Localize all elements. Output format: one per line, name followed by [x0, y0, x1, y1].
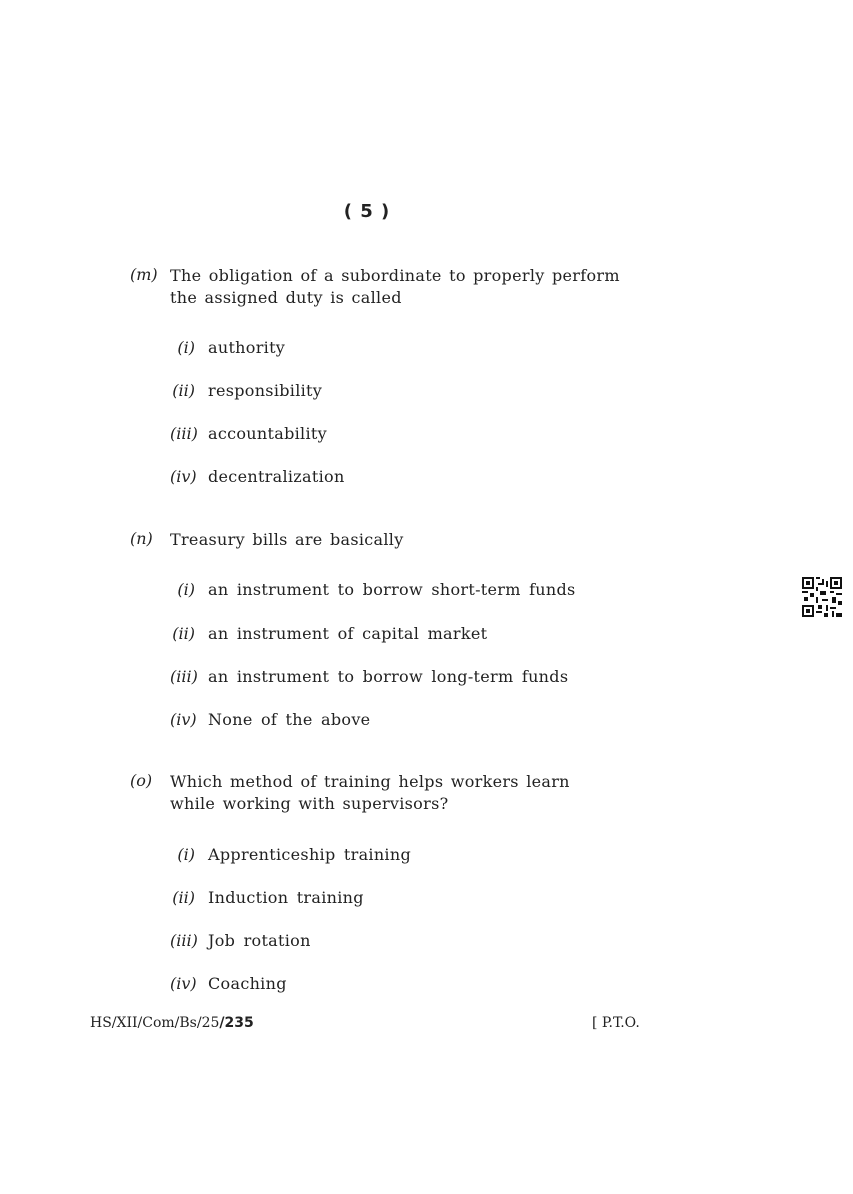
question-m	[130, 265, 620, 486]
question-n	[130, 529, 620, 729]
question-label: (m)	[130, 265, 158, 284]
option-text: authority	[208, 338, 286, 357]
option-item	[170, 381, 322, 400]
option-number: (i)	[177, 338, 195, 357]
option-number: (ii)	[172, 888, 195, 907]
option-item	[170, 845, 411, 864]
paper-code	[90, 1015, 254, 1031]
qr-code-icon	[802, 577, 842, 617]
option-item	[170, 467, 345, 486]
page-number: ( 5 )	[343, 201, 391, 222]
option-text: an instrument to borrow long-term funds	[208, 667, 569, 686]
option-item	[170, 931, 311, 950]
option-text: None of the above	[208, 710, 371, 729]
option-number: (ii)	[172, 624, 195, 643]
option-text: decentralization	[208, 467, 345, 486]
option-text: Apprenticeship training	[208, 845, 412, 864]
option-text: an instrument of capital market	[208, 624, 488, 643]
question-label: (o)	[130, 771, 153, 790]
option-text: responsibility	[208, 381, 323, 400]
question-o	[130, 771, 620, 993]
option-text: Job rotation	[208, 931, 311, 950]
option-item	[170, 974, 287, 993]
option-item	[170, 888, 364, 907]
option-item	[170, 624, 487, 643]
question-text: Which method of training helps workers learn while working with supervisors?	[170, 772, 570, 813]
option-number: (iii)	[170, 667, 198, 686]
option-item	[170, 667, 568, 686]
option-number: (i)	[177, 845, 195, 864]
option-item	[170, 338, 285, 357]
option-number: (iv)	[170, 710, 197, 729]
option-text: an instrument to borrow short-term funds	[208, 580, 576, 599]
option-number: (ii)	[172, 381, 195, 400]
pto-label: [ P.T.O.	[592, 1015, 640, 1031]
option-number: (i)	[177, 580, 195, 599]
question-text: The obligation of a subordinate to properly perform the assigned duty is called	[170, 266, 620, 307]
paper-code-suffix: /235	[219, 1015, 254, 1031]
option-text: Induction training	[208, 888, 364, 907]
option-number: (iii)	[170, 931, 198, 950]
option-text: accountability	[208, 424, 327, 443]
paper-code-prefix: HS/XII/Com/Bs/25	[90, 1015, 220, 1031]
question-label: (n)	[130, 529, 153, 548]
option-item	[170, 580, 576, 599]
option-number: (iii)	[170, 424, 198, 443]
option-item	[170, 710, 370, 729]
option-number: (iv)	[170, 974, 197, 993]
question-text: Treasury bills are basically	[170, 530, 404, 549]
option-item	[170, 424, 327, 443]
option-text: Coaching	[208, 974, 287, 993]
option-number: (iv)	[170, 467, 197, 486]
